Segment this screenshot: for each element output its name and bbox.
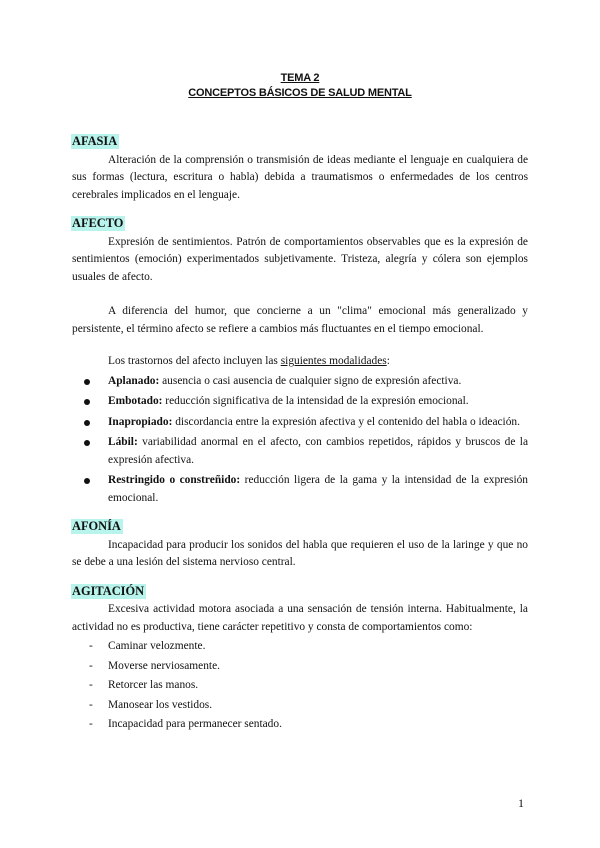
list-item-label: Aplanado:: [108, 374, 160, 387]
list-item: [72, 677, 528, 695]
bullet-icon: [84, 399, 90, 405]
bullet-icon: [84, 379, 90, 385]
list-item: [72, 393, 528, 411]
list-item-text: reducción significativa de la intensidad de la expresión emocional.: [162, 395, 469, 407]
list-item: [72, 472, 528, 507]
list-item-text: ausencia o casi ausencia de cualquier signo de expresión afectiva.: [159, 374, 462, 387]
list-item: [72, 716, 528, 734]
section-afonia: [72, 519, 528, 572]
list-item-label: Restringido o constreñido:: [108, 474, 241, 486]
list-item-text: Caminar velozmente.: [108, 640, 206, 652]
agitacion-behaviors-list: [72, 638, 528, 734]
term-heading-afecto: AFECTO: [72, 216, 124, 230]
term-heading-agitacion: AGITACIÓN: [72, 583, 145, 598]
list-item-label: Embotado:: [108, 395, 163, 407]
list-item: [72, 373, 528, 391]
section-agitacion: [72, 584, 528, 734]
list-item: [72, 414, 528, 432]
list-item: [72, 638, 528, 656]
term-heading-afonia: AFONÍA: [72, 519, 121, 533]
page-number: 1: [518, 796, 524, 810]
list-item: [72, 697, 528, 715]
dash-icon: -: [89, 659, 93, 672]
definition-afecto: Expresión de sentimientos. Patrón de comportamientos observables que es la expresión de sentimientos (emoción) experimentados subjetivamente. Tristeza, alegría y cólera son ejemplos usuales de afecto.: [72, 235, 528, 283]
dash-icon: -: [89, 640, 93, 652]
list-item-label: Inapropiado:: [108, 415, 173, 428]
paragraph-afecto-humor: A diferencia del humor, que concierne a un "clima" emocional más generalizado y persistente, el término afecto se refiere a cambios más fluctuantes en el tiempo emocional.: [72, 305, 528, 335]
definition-afasia: Alteración de la comprensión o transmisión de ideas mediante el lenguaje en cualquiera de sus formas (lectura, escritura o habla) debida a traumatismos o enfermedades de los centros cerebrales implicados en el lenguaje.: [72, 153, 528, 201]
list-item-text: Manosear los vestidos.: [108, 698, 213, 711]
dash-icon: -: [89, 679, 93, 691]
list-item-label: Lábil:: [108, 436, 138, 448]
list-intro-prefix: Los trastornos del afecto incluyen las: [108, 355, 281, 367]
dash-icon: -: [89, 718, 93, 730]
list-intro-suffix: :: [386, 355, 390, 367]
page-title: CONCEPTOS BÁSICOS DE SALUD MENTAL: [188, 87, 412, 99]
section-afasia: [72, 134, 528, 204]
list-item: [72, 658, 528, 676]
definition-agitacion: Excesiva actividad motora asociada a una sensación de tensión interna. Habitualmente, la actividad no es productiva, tiene carácter repetitivo y consta de comportamientos como:: [72, 603, 528, 633]
definition-afonia: Incapacidad para producir los sonidos del habla que requieren el uso de la laringe y que no se debe a una lesión del sistema nervioso central.: [72, 538, 528, 568]
term-heading-afasia: AFASIA: [72, 134, 118, 148]
list-item-text: Retorcer las manos.: [108, 679, 199, 691]
document-header: [0, 71, 600, 101]
bullet-icon: [84, 420, 90, 426]
bullet-icon: [84, 478, 90, 484]
list-item-text: reducción ligera de la gama y la intensidad de la expresión emocional.: [108, 474, 528, 504]
list-item-text: Moverse nerviosamente.: [108, 659, 220, 672]
dash-icon: -: [89, 698, 93, 711]
list-intro-underlined: siguientes modalidades: [280, 355, 387, 367]
list-item-text: discordancia entre la expresión afectiva y el contenido del habla o ideación.: [172, 415, 520, 428]
list-item-text: Incapacidad para permanecer sentado.: [108, 718, 282, 730]
list-item-text: variabilidad anormal en el afecto, con cambios repetidos, rápidos y bruscos de la expresión afectiva.: [108, 436, 528, 466]
section-afecto: [72, 216, 528, 507]
topic-heading: TEMA 2: [280, 72, 320, 84]
list-item: [72, 434, 528, 469]
bullet-icon: [84, 440, 90, 446]
document-body: [72, 134, 528, 746]
afecto-modalities-list: [72, 373, 528, 508]
list-intro-afecto: [72, 353, 528, 371]
